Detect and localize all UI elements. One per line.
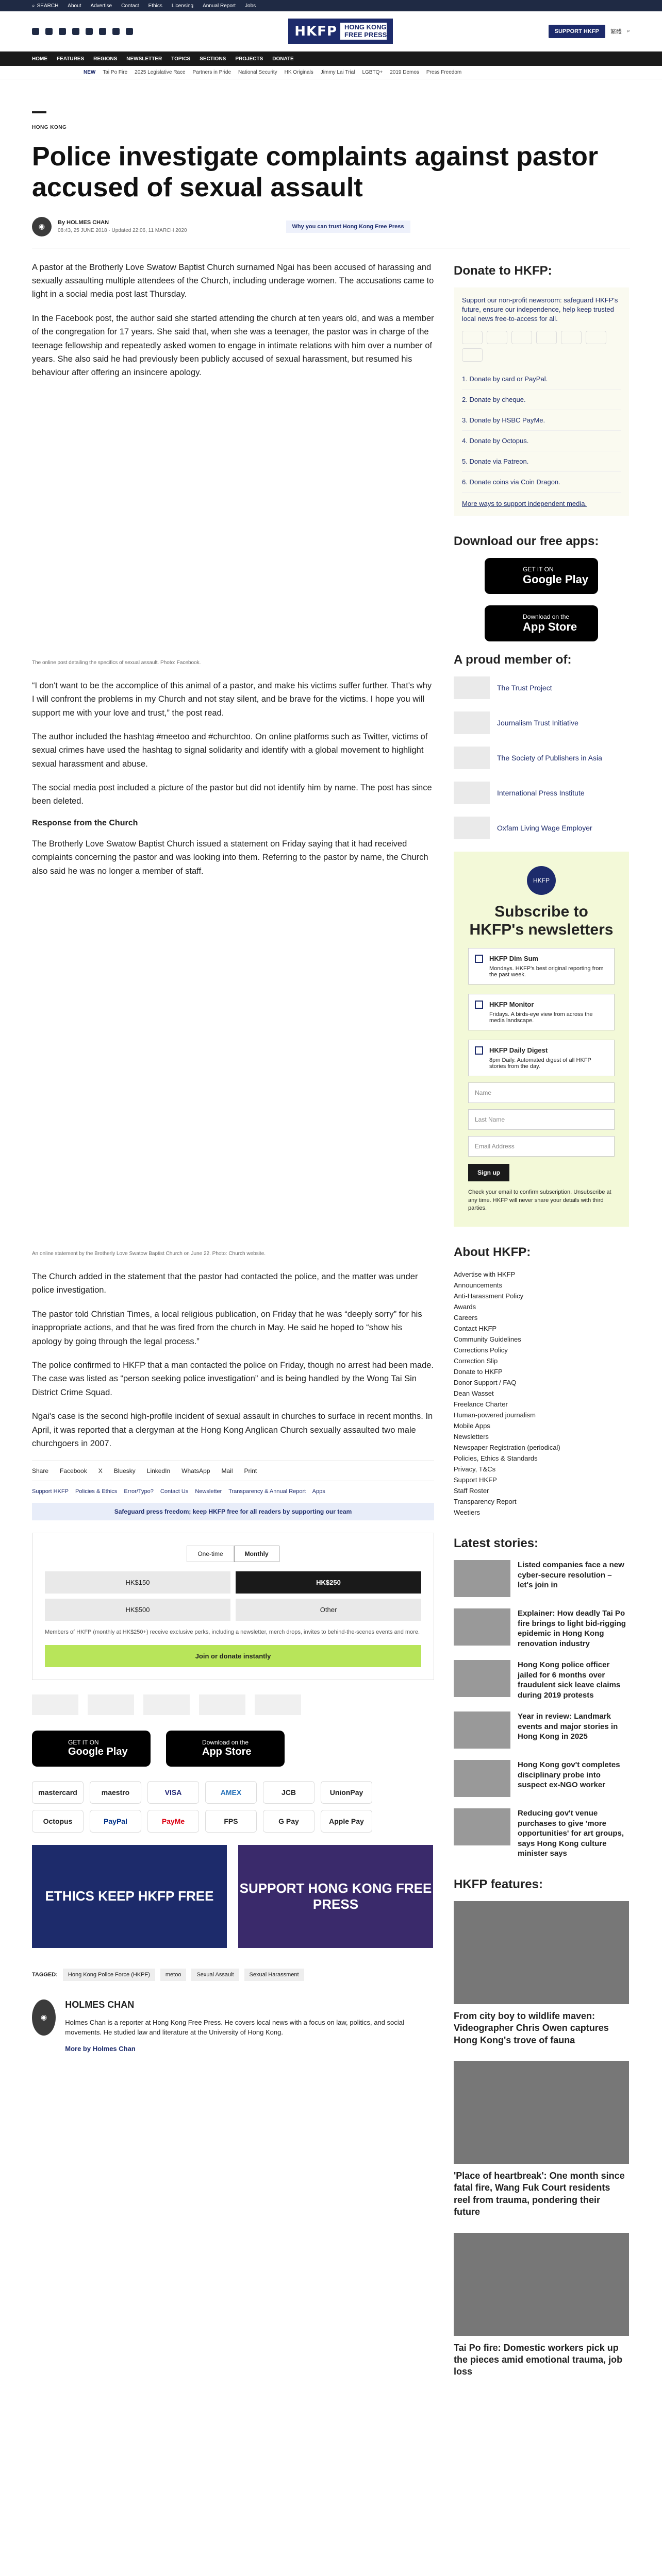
sidebar xyxy=(454,248,629,2393)
ipi-logo[interactable] xyxy=(199,1694,245,1715)
support-hkfp-button[interactable]: SUPPORT HKFP xyxy=(549,25,605,38)
amount-options xyxy=(45,1571,421,1621)
email-field[interactable]: Email Address xyxy=(468,1136,615,1157)
ethics-link[interactable]: Ethics xyxy=(148,3,162,9)
main-nav xyxy=(0,52,662,66)
search-icon[interactable]: ⌕ xyxy=(626,28,630,34)
donate-payment-icons xyxy=(462,331,621,362)
more-by-author-link[interactable]: More by Holmes Chan xyxy=(65,2044,136,2053)
share-bluesky[interactable]: Bluesky xyxy=(113,1467,136,1475)
member-perks-text: Members of HKFP (monthly at HK$250+) receive exclusive perks, including a newsletter, merch drops, invites to behind-the-scenes events and more. xyxy=(45,1629,420,1636)
licensing-link[interactable]: Licensing xyxy=(171,3,194,9)
story-item[interactable]: Reducing gov't venue purchases to give 'more opportunities' for art groups, says Hong Kong culture minister says xyxy=(454,1808,629,1859)
unionpay-icon[interactable]: UnionPay xyxy=(321,1781,372,1804)
one-time-tab[interactable]: One-time xyxy=(187,1546,234,1562)
donate-method[interactable]: 2. Donate by cheque. xyxy=(462,389,621,410)
about-link[interactable]: Human-powered journalism xyxy=(454,1411,536,1419)
about-heading: About HKFP: xyxy=(454,1245,531,1260)
app-store-badges xyxy=(32,1731,434,1767)
donate-method[interactable]: 1. Donate by card or PayPal. xyxy=(462,369,621,389)
story-thumbnail xyxy=(454,1711,510,1749)
paragraph: The police confirmed to HKFP that a man contacted the police on Friday, though no arrest had been made. The case was listed as “person seeking police investigation” and is being handled by the Wong Tai Sin District Crime Squad. xyxy=(32,1360,434,1397)
maestro-icon[interactable]: maestro xyxy=(90,1781,141,1804)
checkbox-icon[interactable] xyxy=(475,955,483,963)
advertise-link[interactable]: Advertise xyxy=(90,3,112,9)
member-org[interactable]: Oxfam Living Wage Employer xyxy=(454,817,629,839)
image-caption: The online post detailing the specifics of sexual assault. Photo: Facebook. xyxy=(32,659,201,666)
tag-list xyxy=(32,1969,434,1981)
top-utility-bar xyxy=(0,0,662,11)
checkbox-icon[interactable] xyxy=(475,1001,483,1009)
about-link[interactable]: Correction Slip xyxy=(454,1357,498,1365)
author-avatar[interactable]: ◉ xyxy=(32,1999,56,2036)
annual-report-link[interactable]: Annual Report xyxy=(203,3,236,9)
donate-heading: Donate to HKFP: xyxy=(454,263,552,278)
main-area xyxy=(0,248,662,2393)
trending-item[interactable]: National Security xyxy=(238,70,277,75)
join-donate-button[interactable]: Join or donate instantly xyxy=(45,1645,421,1667)
footer-link[interactable]: Newsletter xyxy=(195,1488,222,1495)
hkfp-logo-icon: HKFP xyxy=(527,866,556,895)
social-icons xyxy=(32,28,133,35)
sopa-logo xyxy=(454,747,490,769)
trending-item[interactable]: LGBTQ+ xyxy=(362,70,383,75)
google-play-badge[interactable]: GET IT ON Google Play xyxy=(485,558,598,594)
paypal-icon xyxy=(586,331,606,344)
consent-text: Check your email to confirm subscription. Unsubscribe at any time. HKFP will never share your details with third parties. xyxy=(468,1189,611,1211)
nav-regions[interactable]: REGIONS xyxy=(93,56,118,62)
paragraph: The Church added in the statement that the pastor had contacted the police, and the matter was under police investigation. xyxy=(32,1272,418,1295)
about-link[interactable]: Careers xyxy=(454,1314,478,1322)
about-link[interactable]: Privacy, T&Cs xyxy=(454,1465,496,1473)
share-x[interactable]: X xyxy=(98,1467,103,1475)
donate-intro[interactable]: Support our non-profit newsroom: safeguard HKFP's future, ensure our independence, help keep trusted local news free-to-access for all. xyxy=(462,296,618,323)
app-store-badge[interactable]: Download on the App Store xyxy=(485,605,598,641)
youtube-icon[interactable] xyxy=(72,28,79,35)
signup-button[interactable]: Sign up xyxy=(468,1164,509,1181)
amount-option[interactable]: HK$500 xyxy=(45,1599,230,1621)
latest-stories xyxy=(454,1536,629,1859)
feature-image[interactable] xyxy=(454,2233,629,2336)
author-bio: Holmes Chan is a reporter at Hong Kong Free Press. He covers local news with a focus on law, politics, and social movements. He studied law and literature at the University of Hong Kong. xyxy=(65,2018,404,2037)
about-link[interactable]: Mobile Apps xyxy=(454,1422,490,1430)
donate-method[interactable]: 6. Donate coins via Coin Dragon. xyxy=(462,472,621,493)
footer-link[interactable]: Support HKFP xyxy=(32,1488,69,1495)
share-bar xyxy=(32,1461,434,1481)
article-title: Police investigate complaints against pastor accused of sexual assault xyxy=(32,142,599,202)
story-item[interactable]: Hong Kong police officer jailed for 6 months over fraudulent sick leave claims during 2019 protests xyxy=(454,1660,629,1700)
story-item[interactable]: Listed companies face a new cyber-secure resolution – let's join in xyxy=(454,1560,629,1597)
trending-item[interactable]: Press Freedom xyxy=(426,70,462,75)
linkedin-icon[interactable] xyxy=(112,28,120,35)
hkfp-features xyxy=(454,1877,629,2378)
oxfam-logo xyxy=(454,817,490,839)
trust-project-logo xyxy=(454,676,490,699)
about-link[interactable]: Staff Roster xyxy=(454,1487,489,1495)
donate-method[interactable]: 4. Donate by Octopus. xyxy=(462,431,621,451)
footer-link[interactable]: Contact Us xyxy=(160,1488,189,1495)
author-box xyxy=(32,1999,434,2054)
more-ways-link[interactable]: More ways to support independent media. xyxy=(462,500,587,508)
payme-icon[interactable]: PayMe xyxy=(147,1810,199,1833)
threads-icon[interactable] xyxy=(86,28,93,35)
about-link[interactable]: Newsletters xyxy=(454,1433,489,1441)
nav-projects[interactable]: PROJECTS xyxy=(235,56,263,62)
about-link[interactable]: About xyxy=(68,3,81,9)
nav-topics[interactable]: TOPICS xyxy=(171,56,191,62)
jcb-icon xyxy=(536,331,557,344)
ipi-logo xyxy=(454,782,490,804)
church-statement-image xyxy=(32,888,434,1249)
about-link[interactable]: Dean Wasset xyxy=(454,1389,494,1398)
feature-title[interactable]: 'Place of heartbreak': One month since fatal fire, Wang Fuk Court residents reel from trauma, pondering their future xyxy=(454,2171,625,2217)
tags-label: TAGGED: xyxy=(32,1971,58,1978)
article-footer-links xyxy=(32,1488,434,1495)
paypal-icon[interactable]: PayPal xyxy=(90,1810,141,1833)
gpay-icon[interactable]: G Pay xyxy=(263,1810,315,1833)
newsletter-option[interactable]: HKFP Monitor Fridays. A birds-eye view from across the media landscape. xyxy=(468,994,615,1030)
contact-link[interactable]: Contact xyxy=(121,3,139,9)
feature-title[interactable]: Tai Po fire: Domestic workers pick up the pieces amid emotional trauma, job loss xyxy=(454,2342,623,2377)
story-item[interactable]: Hong Kong gov't completes disciplinary probe into suspect ex-NGO worker xyxy=(454,1760,629,1797)
paragraph: The pastor told Christian Times, a local religious publication, on Friday that he was “deeply sorry” for his inappropriate actions, and that he was fired from the church in May. He said he hoped to “show his apology by going through the legal process.” xyxy=(32,1309,422,1346)
subscribe-heading: Subscribe to HKFP's newsletters xyxy=(469,903,614,938)
press-freedom-banner[interactable]: Safeguard press freedom; keep HKFP free for all readers by supporting our team xyxy=(32,1503,434,1520)
article-body xyxy=(32,248,434,2393)
about-list xyxy=(454,1269,629,1518)
google-play-badge[interactable]: GET IT ON Google Play xyxy=(32,1731,151,1767)
facebook-embed xyxy=(32,390,434,658)
share-mail[interactable]: Mail xyxy=(221,1467,233,1475)
instagram-icon[interactable] xyxy=(59,28,66,35)
story-thumbnail xyxy=(454,1560,510,1597)
about-link[interactable]: Announcements xyxy=(454,1281,502,1290)
about-link[interactable]: Anti-Harassment Policy xyxy=(454,1292,524,1300)
footer-link[interactable]: Error/Typo? xyxy=(124,1488,154,1495)
donate-method[interactable]: 5. Donate via Patreon. xyxy=(462,451,621,472)
visa-icon xyxy=(487,331,507,344)
share-whatsapp[interactable]: WhatsApp xyxy=(181,1467,210,1475)
story-item[interactable]: Year in review: Landmark events and major stories in Hong Kong in 2025 xyxy=(454,1711,629,1749)
newsletter-signup xyxy=(454,852,629,1227)
paragraph: In the Facebook post, the author said she started attending the church at ten years old, and was a member of the congregation for 17 years. She said that, when she was a teenager, the pastor was in charge of the teenage fellowship and repeatedly asked women to engage in intimate relations with him over a number of years. She also said he had previously been publicly accused of sexual harassment, but resumed his behaviour after offering an insincere apology. xyxy=(32,313,434,378)
app-store-badge[interactable]: Download on the App Store xyxy=(166,1731,285,1767)
about-link[interactable]: Corrections Policy xyxy=(454,1346,508,1354)
story-thumbnail xyxy=(454,1608,510,1646)
unionpay-icon xyxy=(561,331,582,344)
paragraph: “I don't want to be the accomplice of this animal of a pastor, and make his victims suffer further. That's why I will confront the problems in my Church and not stay silent, and be brave for the victims. I hope you will support me with your love and trust,” the post read. xyxy=(32,681,432,718)
about-link[interactable]: Weetiers xyxy=(454,1509,481,1517)
promo-videos xyxy=(32,1845,434,1948)
publish-dates: 08:43, 25 JUNE 2018 · Updated 22:06, 11 MARCH 2020 xyxy=(58,228,187,234)
member-org[interactable]: Journalism Trust Initiative xyxy=(454,711,629,734)
donate-method[interactable]: 3. Donate by HSBC PayMe. xyxy=(462,410,621,431)
trending-item[interactable]: 2025 Legislative Race xyxy=(135,70,186,75)
jcb-icon[interactable]: JCB xyxy=(263,1781,315,1804)
bluesky-icon[interactable] xyxy=(99,28,106,35)
site-header xyxy=(0,11,662,52)
amount-option[interactable]: HK$150 xyxy=(45,1571,230,1594)
footer-link[interactable]: Apps xyxy=(312,1488,325,1495)
feature-image[interactable] xyxy=(454,2061,629,2164)
tag[interactable]: metoo xyxy=(160,1969,187,1981)
jobs-link[interactable]: Jobs xyxy=(245,3,256,9)
paragraph: The author included the hashtag #meetoo and #churchtoo. On online platforms such as Twitter, victims of sexual crimes have used the hashtag to signal solidarity and identify with a global movement to highlight sexual harassment and abuse. xyxy=(32,732,428,769)
support-promo-video[interactable]: SUPPORT HONG KONG FREE PRESS xyxy=(238,1845,433,1948)
byline xyxy=(32,217,630,236)
donate-methods xyxy=(462,369,621,493)
nav-features[interactable]: FEATURES xyxy=(57,56,85,62)
applepay-icon[interactable]: Apple Pay xyxy=(321,1810,372,1833)
sopa-logo[interactable] xyxy=(143,1694,190,1715)
octopus-icon[interactable]: Octopus xyxy=(32,1810,84,1833)
fps-icon[interactable]: FPS xyxy=(205,1810,257,1833)
donation-widget xyxy=(32,1533,434,1680)
nav-donate[interactable]: DONATE xyxy=(272,56,294,62)
donate-panel xyxy=(454,287,629,516)
trending-item[interactable]: Jimmy Lai Trial xyxy=(320,70,355,75)
apps-heading: Download our free apps: xyxy=(454,534,599,549)
footer-link[interactable]: Policies & Ethics xyxy=(75,1488,118,1495)
trending-item[interactable]: Tai Po Fire xyxy=(103,70,128,75)
image-caption: An online statement by the Brotherly Love Swatow Baptist Church on June 22. Photo: Church website. xyxy=(32,1251,266,1257)
paragraph: A pastor at the Brotherly Love Swatow Baptist Church surnamed Ngai has been accused of harassing and sexually assaulting multiple attendees of the Church, including underage women. The accusations came to light in a social media post last Thursday. xyxy=(32,262,434,299)
share-label: Share xyxy=(32,1467,49,1475)
frequency-toggle xyxy=(45,1546,421,1562)
tag[interactable]: Hong Kong Police Force (HKPF) xyxy=(63,1969,155,1981)
article-header xyxy=(0,111,662,236)
feature-title[interactable]: From city boy to wildlife maven: Videographer Chris Owen captures Hong Kong's trove of fauna xyxy=(454,2010,609,2045)
about-link[interactable]: Freelance Charter xyxy=(454,1400,508,1409)
share-print[interactable]: Print xyxy=(244,1467,257,1475)
monthly-tab[interactable]: Monthly xyxy=(234,1546,279,1562)
category-bar xyxy=(32,111,46,113)
language-switch[interactable]: 繁體 xyxy=(610,28,622,35)
about-link[interactable]: Support HKFP xyxy=(454,1476,497,1484)
trending-item[interactable]: HK Originals xyxy=(284,70,313,75)
about-link[interactable]: Donate to HKFP xyxy=(454,1368,503,1376)
about-link[interactable]: Advertise with HKFP xyxy=(454,1270,516,1279)
story-thumbnail xyxy=(454,1660,510,1697)
trust-link[interactable]: Why you can trust Hong Kong Free Press xyxy=(286,221,410,233)
trending-label: NEW xyxy=(84,70,96,75)
about-link[interactable]: Contact HKFP xyxy=(454,1325,497,1333)
category-label[interactable]: HONG KONG xyxy=(32,125,67,130)
checkbox-icon[interactable] xyxy=(475,1046,483,1055)
about-section xyxy=(454,1245,629,1518)
author-name[interactable]: By HOLMES CHAN xyxy=(58,219,109,226)
nav-sections[interactable]: SECTIONS xyxy=(200,56,226,62)
member-org[interactable]: The Society of Publishers in Asia xyxy=(454,747,629,769)
member-heading: A proud member of: xyxy=(454,653,572,667)
oxfam-logo[interactable] xyxy=(255,1694,301,1715)
features-heading: HKFP features: xyxy=(454,1877,543,1891)
story-thumbnail xyxy=(454,1760,510,1797)
trending-bar xyxy=(0,66,662,79)
x-icon[interactable] xyxy=(45,28,53,35)
hkfp-logo[interactable]: HKFP HONG KONG FREE PRESS xyxy=(288,19,393,44)
footer-link[interactable]: Transparency & Annual Report xyxy=(228,1488,306,1495)
amex-icon xyxy=(511,331,532,344)
payment-methods xyxy=(32,1781,434,1833)
mastercard-icon xyxy=(462,331,483,344)
search-link[interactable]: ⌕ SEARCH xyxy=(32,3,59,9)
facebook-icon[interactable] xyxy=(32,28,39,35)
author-box-name[interactable]: HOLMES CHAN xyxy=(65,1999,135,2010)
amount-option[interactable]: Other xyxy=(236,1599,421,1621)
nav-newsletter[interactable]: NEWSLETTER xyxy=(126,56,162,62)
tag[interactable]: Sexual Harassment xyxy=(244,1969,304,1981)
about-link[interactable]: Newspaper Registration (periodical) xyxy=(454,1444,560,1452)
amount-option-selected[interactable]: HK$250 xyxy=(236,1571,421,1594)
about-link[interactable]: Policies, Ethics & Standards xyxy=(454,1454,538,1463)
first-name-field[interactable]: Name xyxy=(468,1082,615,1103)
share-facebook[interactable]: Facebook xyxy=(60,1467,87,1475)
trust-project-logo[interactable] xyxy=(32,1694,78,1715)
newsletter-option[interactable]: HKFP Dim Sum Mondays. HKFP's best original reporting from the past week. xyxy=(468,948,615,985)
tag[interactable]: Sexual Assault xyxy=(191,1969,239,1981)
visa-icon[interactable]: VISA xyxy=(147,1781,199,1804)
latest-heading: Latest stories: xyxy=(454,1536,539,1551)
subheading: Response from the Church xyxy=(32,818,138,827)
last-name-field[interactable]: Last Name xyxy=(468,1109,615,1130)
amex-icon[interactable]: AMEX xyxy=(205,1781,257,1804)
jti-logo[interactable] xyxy=(88,1694,134,1715)
about-link[interactable]: Donor Support / FAQ xyxy=(454,1379,517,1387)
paragraph: Ngai's case is the second high-profile incident of sexual assault in churches to surface in recent months. In April, it was reported that a clergyman at the Hong Kong Anglican Church sexually assaulted two male churchgoers in 2007. xyxy=(32,1412,433,1448)
nav-home[interactable]: HOME xyxy=(32,56,47,62)
jti-logo xyxy=(454,711,490,734)
paragraph: The Brotherly Love Swatow Baptist Church issued a statement on Friday saying that it had received complaints concerning the pastor and was looking into them. Referring to the pastor by name, the Church also said he was no longer a member of staff. xyxy=(32,839,428,876)
payme-icon xyxy=(462,348,483,362)
paragraph: The social media post included a picture of the pastor but did not identify him by name. The post has since been deleted. xyxy=(32,783,432,806)
about-link[interactable]: Transparency Report xyxy=(454,1498,517,1506)
member-org[interactable]: International Press Institute xyxy=(454,782,629,804)
share-linkedin[interactable]: LinkedIn xyxy=(146,1467,171,1475)
trending-item[interactable]: 2019 Demos xyxy=(390,70,419,75)
mastercard-icon[interactable]: mastercard xyxy=(32,1781,84,1804)
newsletter-option[interactable]: HKFP Daily Digest 8pm Daily. Automated digest of all HKFP stories from the day. xyxy=(468,1040,615,1076)
about-link[interactable]: Awards xyxy=(454,1303,476,1311)
member-org[interactable]: The Trust Project xyxy=(454,676,629,699)
story-item[interactable]: Explainer: How deadly Tai Po fire brings to light bid-rigging epidemic in Hong Kong renovation industry xyxy=(454,1608,629,1649)
story-thumbnail xyxy=(454,1808,510,1845)
author-avatar[interactable]: ◉ xyxy=(32,217,52,236)
telegram-icon[interactable] xyxy=(126,28,133,35)
about-link[interactable]: Community Guidelines xyxy=(454,1335,521,1344)
trending-item[interactable]: Partners in Pride xyxy=(192,70,231,75)
feature-image[interactable] xyxy=(454,1901,629,2004)
ethics-promo-video[interactable]: ETHICS KEEP HKFP FREE xyxy=(32,1845,227,1948)
member-logos-row xyxy=(32,1694,434,1715)
